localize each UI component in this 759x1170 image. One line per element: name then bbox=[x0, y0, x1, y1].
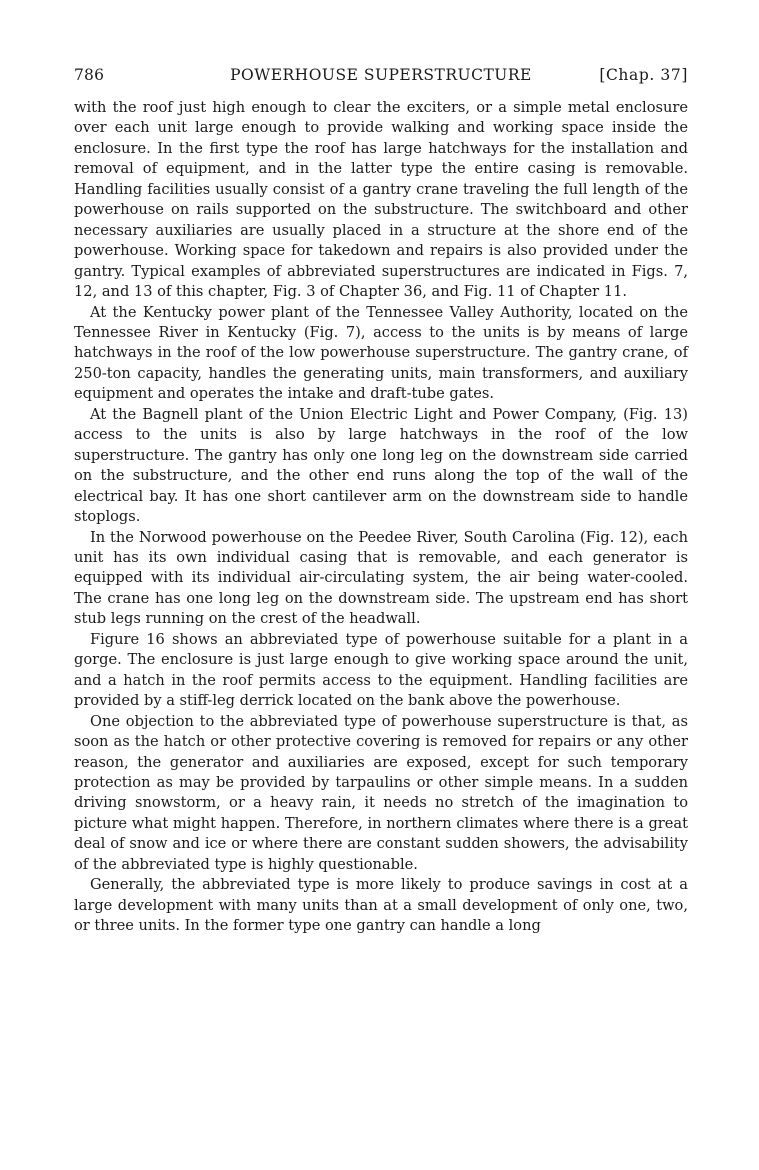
paragraph-objection: One objection to the abbreviated type of powerhouse superstructure is that, as soon as the hatch or other protective covering is removed for repairs or any other reason, the generator and auxiliaries are exposed, except for such temporary protection as may be provided by tarpaulins or other simple means. In a sudden driving snowstorm, or a heavy rain, it needs no stretch of the imagination to picture what might happen. Therefore, in northern climates where there is a great deal of snow and ice or where there are constant sudden showers, the advisability of the abbreviated type is highly questionable. bbox=[74, 712, 688, 873]
running-head bbox=[74, 62, 688, 88]
book-page bbox=[74, 62, 688, 937]
paragraph-bagnell-plant: At the Bagnell plant of the Union Electric Light and Power Company, (Fig. 13) access to the units is also by large hatchways in the roof of the low superstructure. The gantry has only one long leg on the downstream side carried on the substructure, and the other end runs along the top of the wall of the electrical bay. It has one short cantilever arm on the downstream side to handle stoplogs. bbox=[74, 405, 688, 526]
page-number: 786 bbox=[74, 66, 105, 84]
chapter-label: [Chap. 37] bbox=[599, 66, 688, 84]
paragraph-norwood-powerhouse: In the Norwood powerhouse on the Peedee River, South Carolina (Fig. 12), each unit has its own individual casing that is removable, and each generator is equipped with its individual air-circulating system, the air being water-cooled. The crane has one long leg on the downstream side. The upstream end has short stub legs running on the crest of the headwall. bbox=[74, 528, 688, 628]
paragraph-generally: Generally, the abbreviated type is more likely to produce savings in cost at a large development with many units than at a small development of only one, two, or three units. In the former type one gantry can handle a long bbox=[74, 876, 688, 935]
paragraph-kentucky-plant: At the Kentucky power plant of the Tennessee Valley Authority, located on the Tennessee River in Kentucky (Fig. 7), access to the units is by means of large hatchways in the roof of the low powerhouse superstructure. The gantry crane, of 250-ton capacity, handles the generating units, main transformers, and auxiliary equipment and operates the intake and draft-tube gates. bbox=[74, 303, 688, 403]
paragraph-figure-16: Figure 16 shows an abbreviated type of powerhouse suitable for a plant in a gorge. The enclosure is just large enough to give working space around the unit, and a hatch in the roof permits access to the equipment. Handling facilities are provided by a stiff-leg derrick located on the bank above the powerhouse. bbox=[74, 630, 688, 710]
body-text bbox=[74, 98, 688, 937]
running-title: POWERHOUSE SUPERSTRUCTURE bbox=[230, 66, 532, 84]
paragraph-continued: with the roof just high enough to clear the exciters, or a simple metal enclosure over each unit large enough to provide walking and working space inside the enclosure. In the first type the roof has large hatchways for the installation and removal of equipment, and in the latter type the entire casing is removable. Handling facilities usually consist of a gantry crane traveling the full length of the powerhouse on rails supported on the substructure. The switchboard and other necessary auxiliaries are usually placed in a structure at the shore end of the powerhouse. Working space for takedown and repairs is also provided under the gantry. Typical examples of abbreviated superstructures are indicated in Figs. 7, 12, and 13 of this chapter, Fig. 3 of Chapter 36, and Fig. 11 of Chapter 11. bbox=[74, 99, 688, 301]
